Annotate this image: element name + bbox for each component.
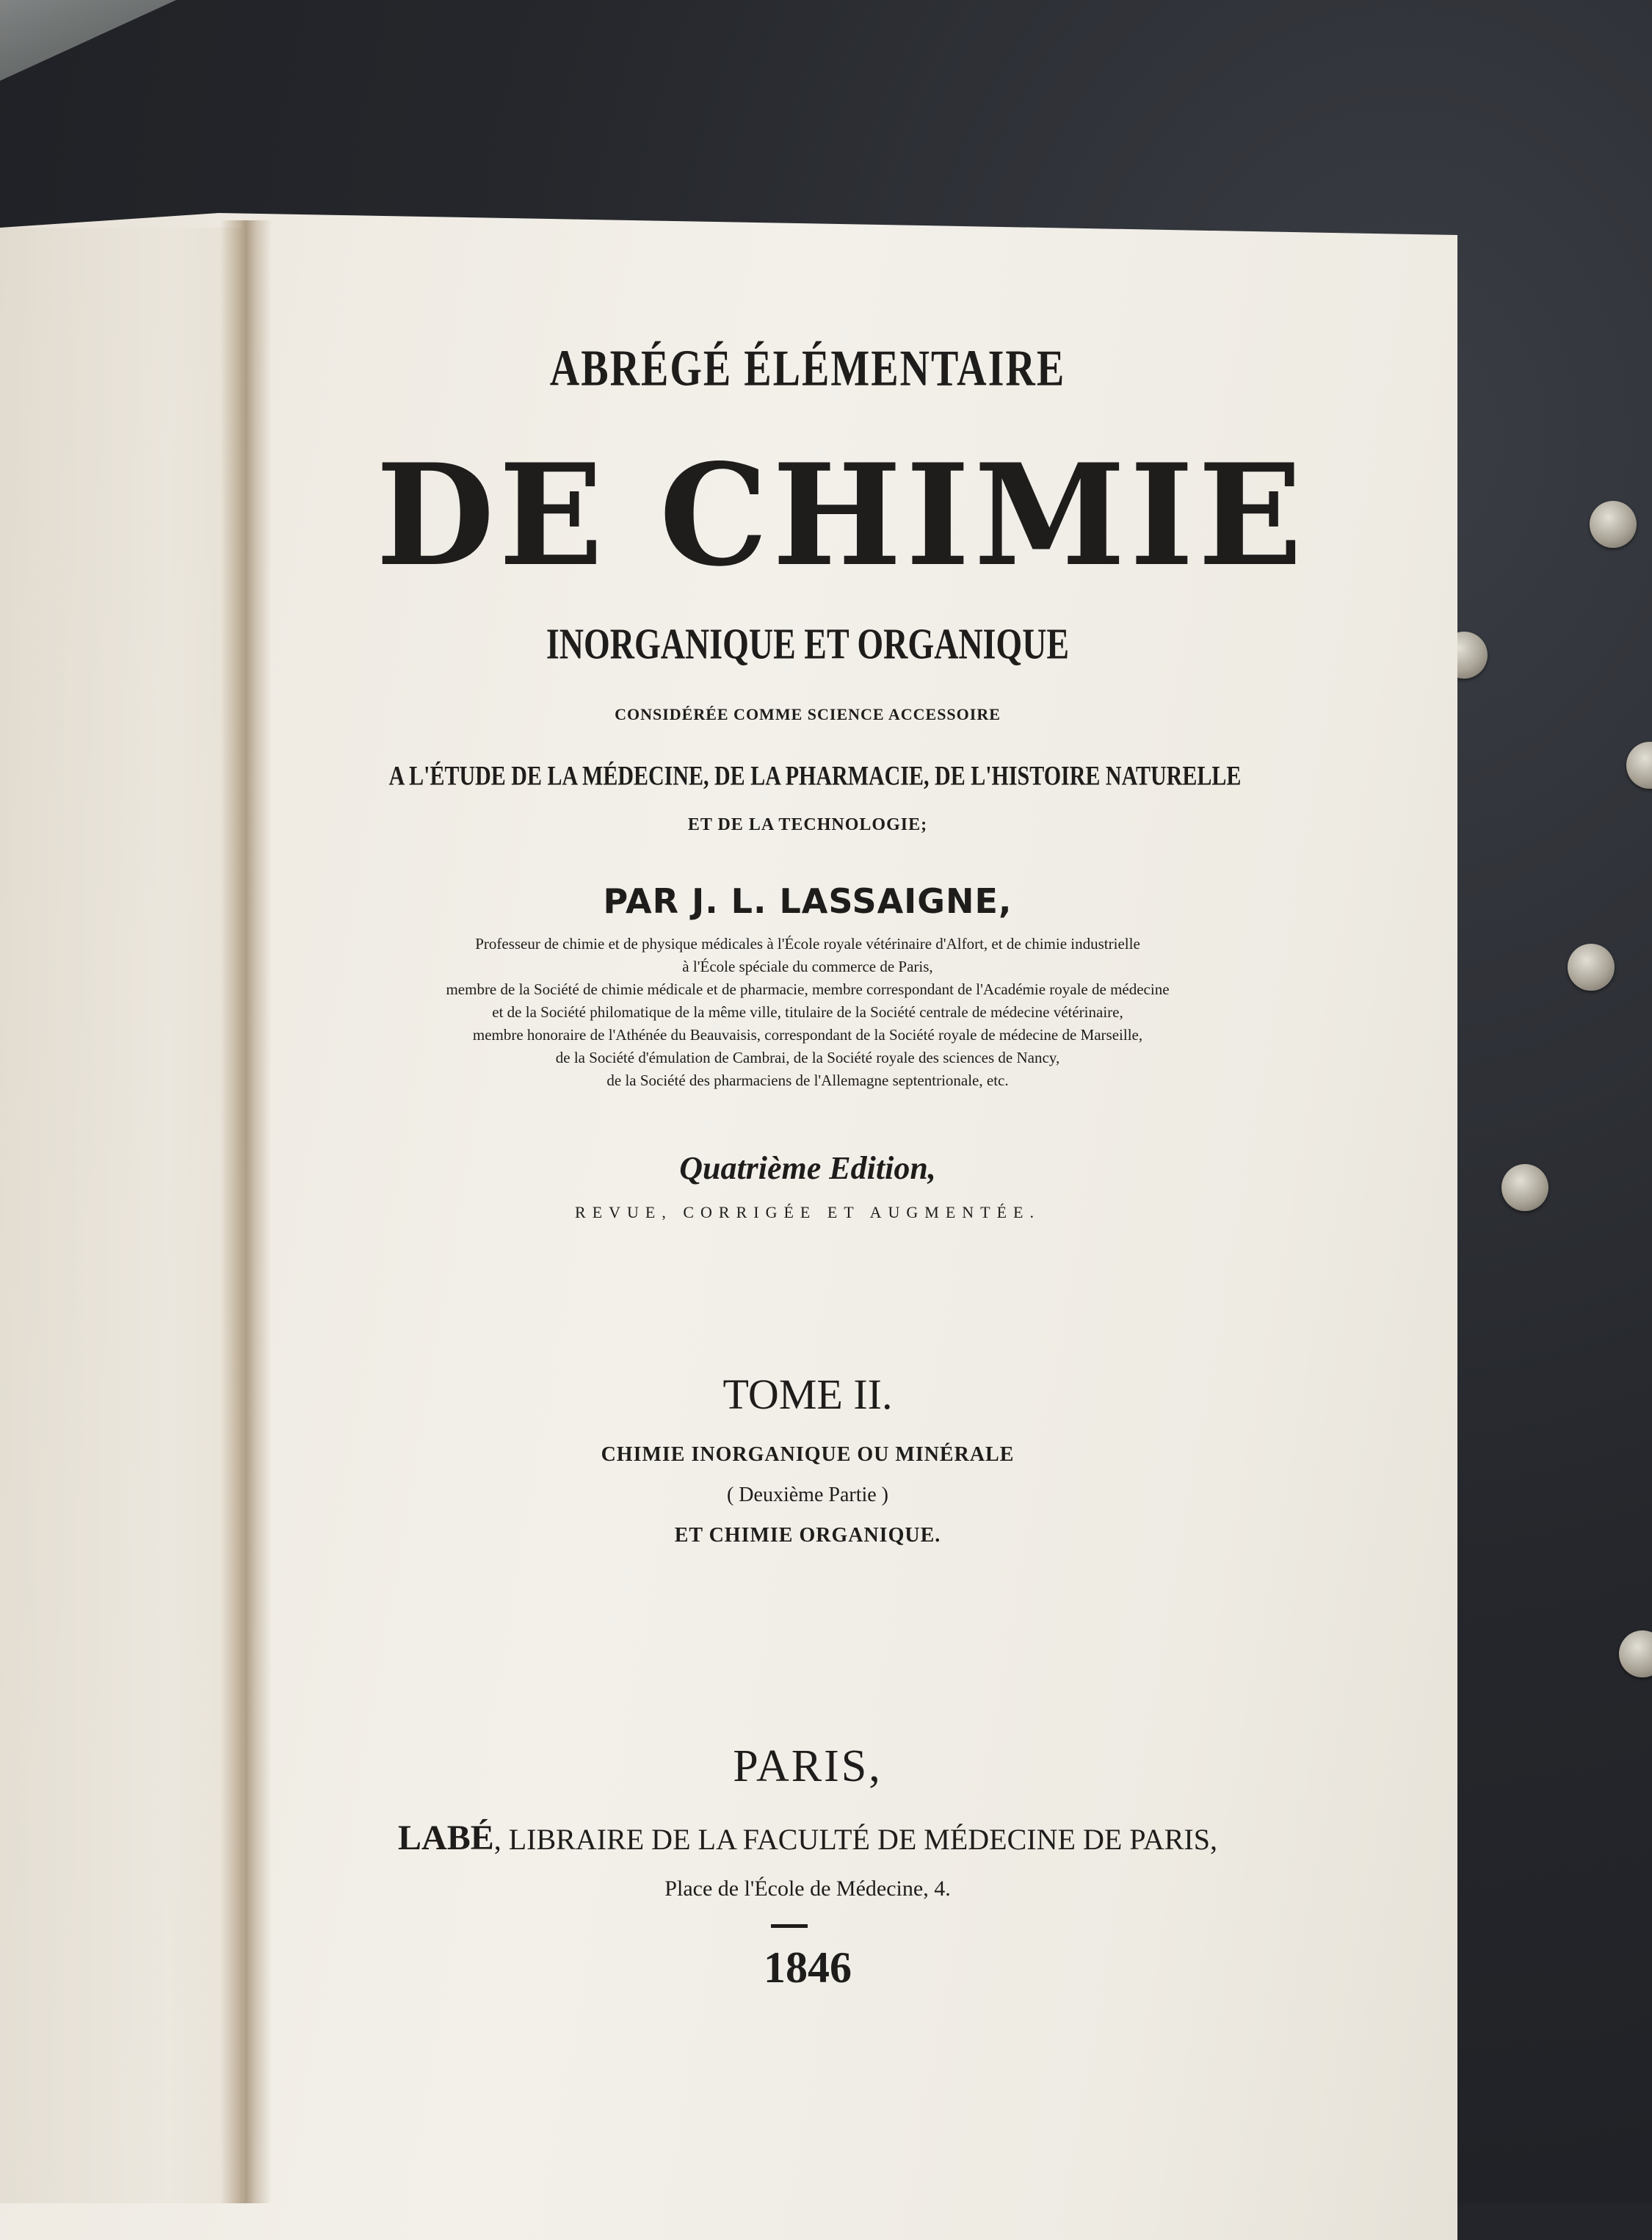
metal-stud xyxy=(1568,944,1615,991)
publisher-name: LABÉ xyxy=(398,1818,494,1857)
author: PAR J. L. LASSAIGNE, xyxy=(603,881,1012,921)
metal-stud xyxy=(1501,1164,1548,1211)
credential-line: membre honoraire de l'Athénée du Beauvaisis, correspondant de la Société royale de médecine de Marseille, xyxy=(472,1026,1143,1044)
book-gutter xyxy=(220,220,272,2203)
credential-line: de la Société d'émulation de Cambrai, de la Société royale des sciences de Nancy, xyxy=(555,1049,1060,1066)
subtitle: INORGANIQUE ET ORGANIQUE xyxy=(546,619,1070,668)
facing-page xyxy=(0,228,242,2203)
volume-subject-2: ET CHIMIE ORGANIQUE. xyxy=(674,1524,941,1547)
volume-part: ( Deuxième Partie ) xyxy=(726,1484,889,1506)
edition-note: REVUE, CORRIGÉE ET AUGMENTÉE. xyxy=(575,1203,1040,1221)
credential-line: Professeur de chimie et de physique médicales à l'École royale vétérinaire d'Alfort, et de chimie industrielle xyxy=(475,935,1140,953)
city: PARIS, xyxy=(733,1741,883,1791)
metal-stud xyxy=(1590,501,1637,548)
volume-subject-1: CHIMIE INORGANIQUE OU MINÉRALE xyxy=(601,1443,1015,1466)
author-credentials xyxy=(323,933,1292,1092)
credential-line: de la Société des pharmaciens de l'Allemagne septentrionale, etc. xyxy=(606,1072,1009,1089)
volume-number: TOME II. xyxy=(722,1370,893,1418)
title-line-1: ABRÉGÉ ÉLÉMENTAIRE xyxy=(549,340,1066,397)
publication-year: 1846 xyxy=(764,1943,852,1992)
publisher-description: , LIBRAIRE DE LA FACULTÉ DE MÉDECINE DE PARIS, xyxy=(493,1823,1217,1856)
credential-line: membre de la Société de chimie médicale et de pharmacie, membre correspondant de l'Académie royale de médecine xyxy=(446,980,1170,998)
main-title: DE CHIMIE xyxy=(376,433,1307,597)
publisher-address: Place de l'École de Médecine, 4. xyxy=(664,1876,951,1901)
publisher xyxy=(301,1818,1314,1858)
credential-line: et de la Société philomatique de la même ville, titulaire de la Société centrale de médecine vétérinaire, xyxy=(492,1003,1123,1021)
edition: Quatrième Edition, xyxy=(679,1150,936,1186)
subtitle-note: CONSIDÉRÉE COMME SCIENCE ACCESSOIRE xyxy=(615,705,1001,723)
credential-line: à l'École spéciale du commerce de Paris, xyxy=(682,958,933,975)
subtitle-scope-2: ET DE LA TECHNOLOGIE; xyxy=(687,815,928,834)
subtitle-scope: A L'ÉTUDE DE LA MÉDECINE, DE LA PHARMACIE, DE L'HISTOIRE NATURELLE xyxy=(388,760,1242,791)
divider xyxy=(771,1924,808,1928)
